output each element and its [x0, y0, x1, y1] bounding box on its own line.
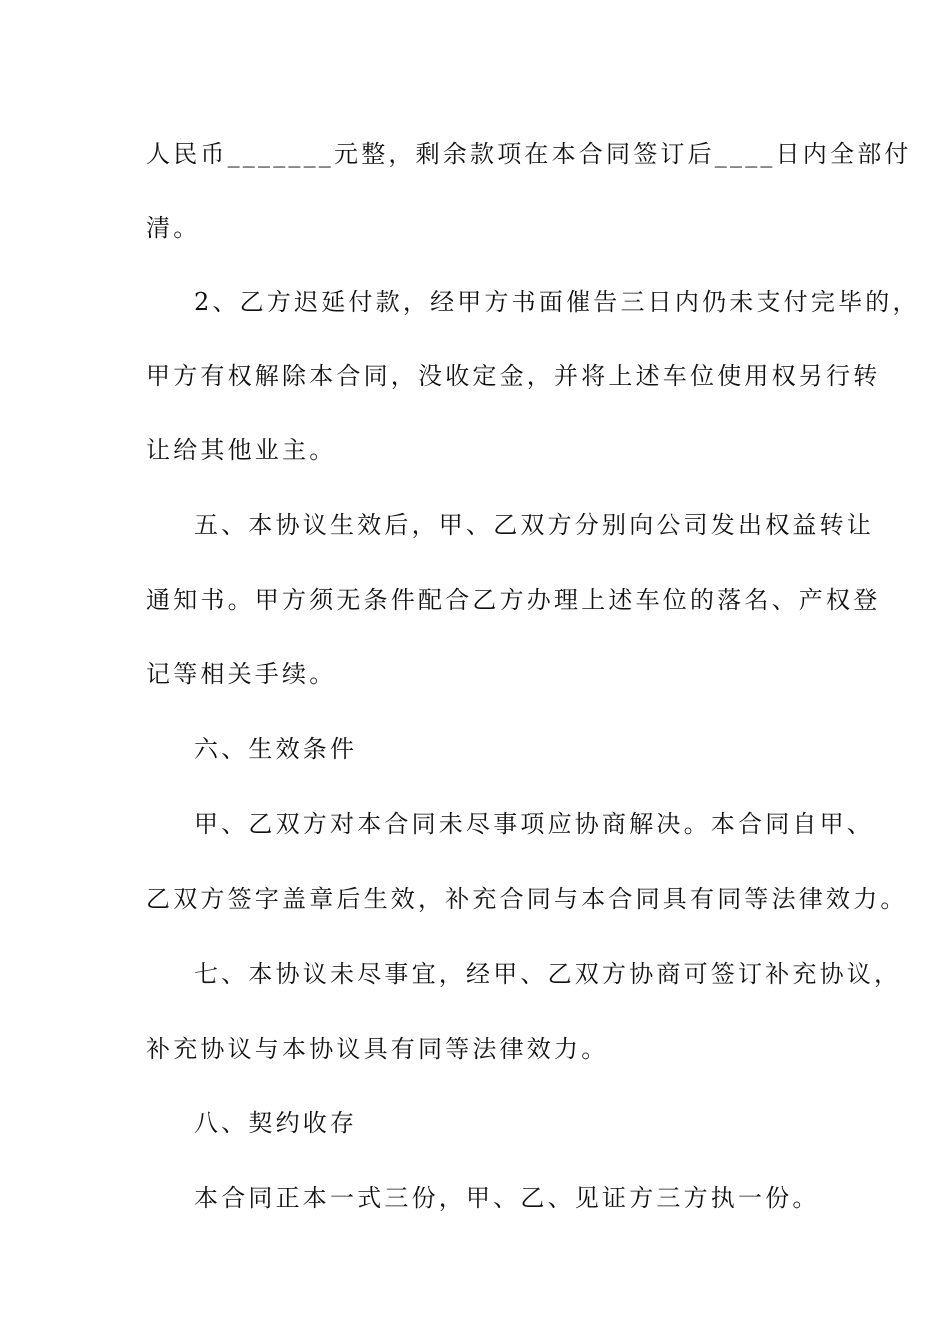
text-line: 2、乙方迟延付款，经甲方书面催告三日内仍未支付完毕的， [194, 288, 920, 316]
text-line: 五、本协议生效后，甲、乙双方分别向公司发出权益转让 [194, 511, 874, 539]
text-line: 本合同正本一式三份，甲、乙、见证方三方执一份。 [194, 1184, 820, 1212]
text-line: 让给其他业主。 [146, 436, 337, 464]
text-line: 甲、乙双方对本合同未尽事项应协商解决。本合同自甲、 [194, 810, 874, 838]
text-line: 乙双方签字盖章后生效，补充合同与本合同具有同等法律效力。 [146, 885, 908, 913]
section-heading: 六、生效条件 [194, 735, 358, 763]
text-line: 清。 [146, 214, 201, 242]
text-line: 记等相关手续。 [146, 660, 337, 688]
text-line: 补充协议与本协议具有同等法律效力。 [146, 1035, 609, 1063]
text-line: 甲方有权解除本合同，没收定金，并将上述车位使用权另行转 [146, 362, 881, 390]
section-heading: 八、契约收存 [194, 1109, 358, 1137]
text-line: 通知书。甲方须无条件配合乙方办理上述车位的落名、产权登 [146, 586, 881, 614]
text-line: 人民币_______元整，剩余款项在本合同签订后____日内全部付 [146, 140, 912, 168]
text-line: 七、本协议未尽事宜，经甲、乙双方协商可签订补充协议， [194, 960, 902, 988]
